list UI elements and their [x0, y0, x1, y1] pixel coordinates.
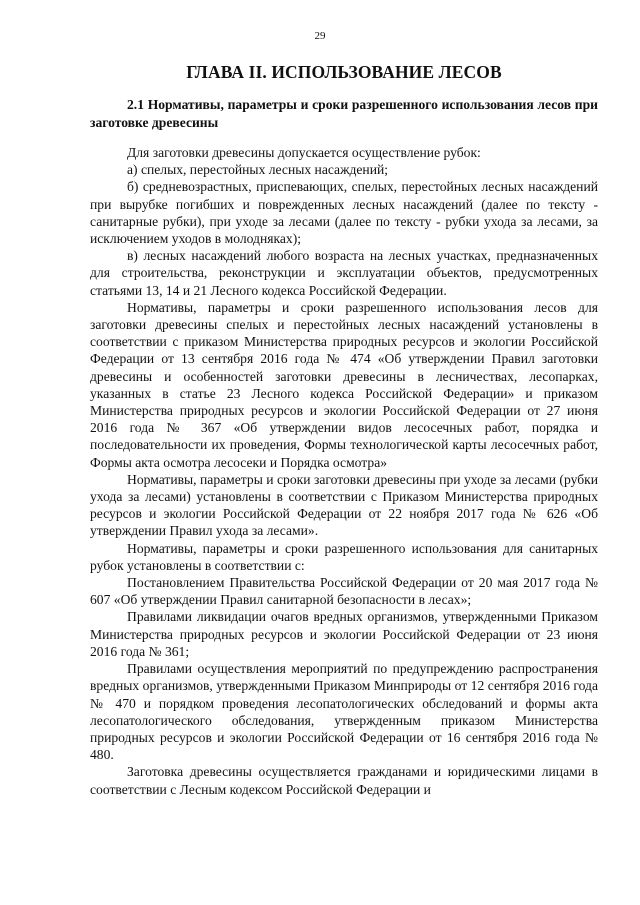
paragraph-harvesting: Заготовка древесины осуществляется гражданами и юридическими лицами в соответствии с Лесным кодексом Российской Федерации и [90, 764, 598, 797]
page-number: 29 [314, 30, 326, 42]
paragraph-intro: Для заготовки древесины допускается осуществление рубок: [127, 145, 481, 160]
body-text [90, 144, 598, 798]
paragraph-decree-607: Постановлением Правительства Российской Федерации от 20 мая 2017 года № 607 «Об утверждении Правил санитарной безопасности в лесах»; [90, 575, 598, 608]
list-item-v: в) лесных насаждений любого возраста на лесных участках, предназначенных для строительства, реконструкции и эксплуатации объектов, предусмотренных статьями 13, 14 и 21 Лесного кодекса Российской Федерации. [90, 248, 598, 298]
paragraph-rules-361: Правилами ликвидации очагов вредных организмов, утвержденными Приказом Министерства природных ресурсов и экологии Российской Федерации от 23 июня 2016 года № 361; [90, 609, 598, 659]
paragraph-norms-thinning: Нормативы, параметры и сроки заготовки древесины при уходе за лесами (рубки ухода за лесами) установлены в соответствии с Приказом Министерства природных ресурсов и экологии Российской Федерации от 22 ноября 2017 года № 626 «Об утверждении Правил ухода за лесами». [90, 471, 598, 539]
chapter-title: ГЛАВА II. ИСПОЛЬЗОВАНИЕ ЛЕСОВ [186, 62, 502, 82]
list-item-b: б) средневозрастных, приспевающих, спелых, перестойных лесных насаждений при вырубке погибших и поврежденных лесных насаждений (далее по тексту - санитарные рубки), при уходе за лесами (далее по тексту - рубки ухода за лесами, за исключением уходов в молодняках); [90, 179, 598, 247]
paragraph-norms-mature: Нормативы, параметры и сроки разрешенного использования лесов для заготовки древесины спелых и перестойных лесных насаждений установлены в соответствии с приказом Министерства природных ресурсов и экологии Российской Федерации от 13 сентября 2016 года № 474 «Об утверждении Правил заготовки древесины и особенностей заготовки древесины в лесничествах, лесопарках, указанных в статье 23 Лесного кодекса Российской Федерации» и приказом Министерства природных ресурсов и экологии Российской Федерации от 27 июня 2016 года № 367 «Об утверждении видов лесосечных работ, порядка и последовательности их проведения, Формы технологической карты лесосечных работ, Формы акта осмотра лесосеки и Порядка осмотра» [90, 299, 598, 470]
list-item-a: а) спелых, перестойных лесных насаждений; [127, 162, 389, 178]
paragraph-rules-470: Правилами осуществления мероприятий по предупреждению распространения вредных организмов, утвержденными Приказом Минприроды от 12 сентября 2016 года № 470 и порядком проведения лесопатологических обследований и формы акта лесопатологического обследования, утвержденным приказом Министерства природных ресурсов и экологии Российской Федерации от 16 сентября 2016 года № 480. [90, 661, 598, 763]
paragraph-norms-sanitary: Нормативы, параметры и сроки разрешенного использования для санитарных рубок установлены в соответствии с: [90, 540, 598, 573]
section-title: 2.1 Нормативы, параметры и сроки разрешенного использования лесов при заготовке древесины [90, 97, 598, 130]
